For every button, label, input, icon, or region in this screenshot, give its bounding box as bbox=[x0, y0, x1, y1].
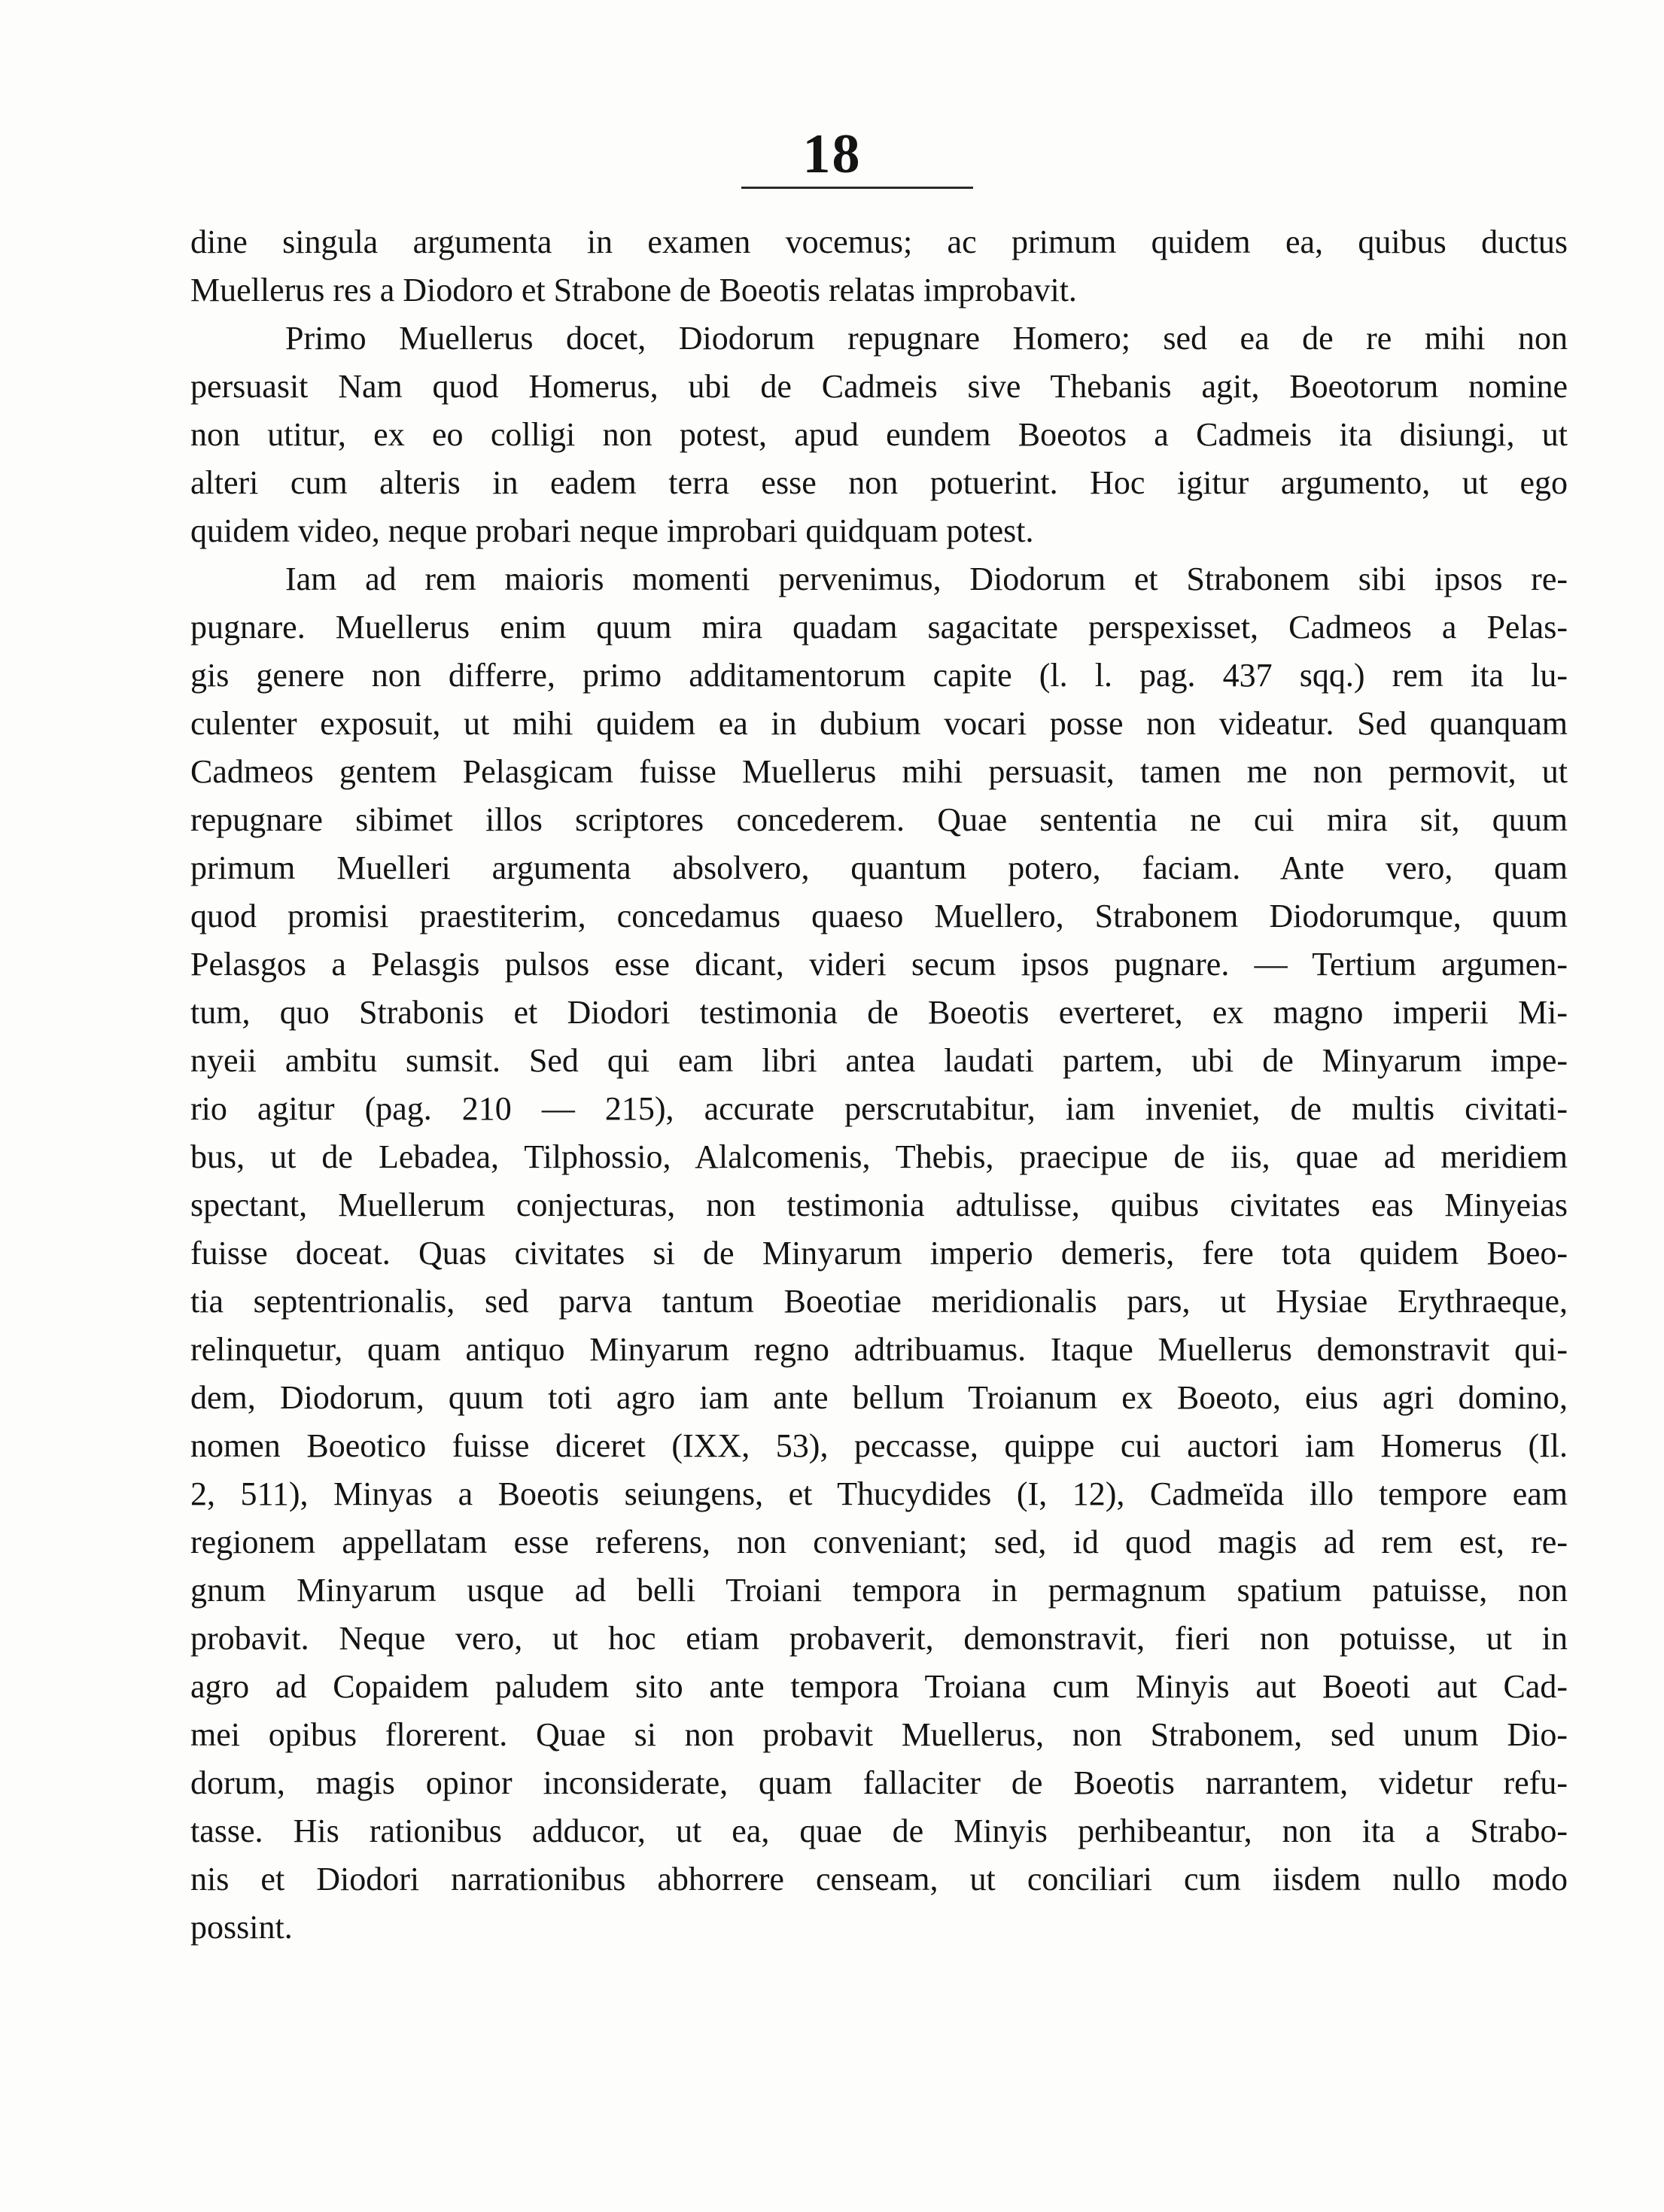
text-line: 2, 511), Minyas a Boeotis seiungens, et Thucydides (I, 12), Cadmeïda illo tempore eam bbox=[190, 1475, 1568, 1512]
text-line: possint. bbox=[190, 1909, 293, 1946]
text-line: repugnare sibimet illos scriptores concederem. Quae sententia ne cui mira sit, quum bbox=[190, 801, 1568, 838]
text-line: bus, ut de Lebadea, Tilphossio, Alalcomenis, Thebis, praecipue de iis, quae ad meridiem bbox=[190, 1138, 1568, 1175]
text-line: Pelasgos a Pelasgis pulsos esse dicant, videri secum ipsos pugnare. — Tertium argumen- bbox=[190, 946, 1568, 983]
text-line: gis genere non differre, primo additamentorum capite (l. l. pag. 437 sqq.) rem ita lu- bbox=[190, 657, 1568, 694]
text-line: regionem appellatam esse referens, non conveniant; sed, id quod magis ad rem est, re- bbox=[190, 1524, 1568, 1560]
text-line: alteri cum alteris in eadem terra esse non potuerint. Hoc igitur argumento, ut ego bbox=[190, 464, 1568, 501]
text-line: mei opibus florerent. Quae si non probavit Muellerus, non Strabonem, sed unum Dio- bbox=[190, 1716, 1568, 1753]
text-line: culenter exposuit, ut mihi quidem ea in dubium vocari posse non videatur. Sed quanquam bbox=[190, 705, 1568, 742]
text-line: tum, quo Strabonis et Diodori testimonia de Boeotis everteret, ex magno imperii Mi- bbox=[190, 994, 1568, 1031]
text-line: Primo Muellerus docet, Diodorum repugnare Homero; sed ea de re mihi non bbox=[285, 320, 1568, 357]
text-line: Cadmeos gentem Pelasgicam fuisse Muellerus mihi persuasit, tamen me non permovit, ut bbox=[190, 753, 1568, 790]
text-line: agro ad Copaidem paludem sito ante tempora Troiana cum Minyis aut Boeoti aut Cad- bbox=[190, 1668, 1568, 1705]
text-line: primum Muelleri argumenta absolvero, quantum potero, faciam. Ante vero, quam bbox=[190, 849, 1568, 886]
text-line: dorum, magis opinor inconsiderate, quam fallaciter de Boeotis narrantem, videtur refu- bbox=[190, 1764, 1568, 1801]
text-line: tia septentrionalis, sed parva tantum Boeotiae meridionalis pars, ut Hysiae Erythraeque, bbox=[190, 1283, 1568, 1320]
text-line: gnum Minyarum usque ad belli Troiani tempora in permagnum spatium patuisse, non bbox=[190, 1572, 1568, 1609]
body-text bbox=[190, 218, 1568, 1952]
text-line: dem, Diodorum, quum toti agro iam ante bellum Troianum ex Boeoto, eius agri domino, bbox=[190, 1379, 1568, 1416]
text-line: nomen Boeotico fuisse diceret (IXX, 53), peccasse, quippe cui auctori iam Homerus (Il. bbox=[190, 1427, 1568, 1464]
text-line: fuisse doceat. Quas civitates si de Minyarum imperio demeris, fere tota quidem Boeo- bbox=[190, 1235, 1568, 1272]
text-line: probavit. Neque vero, ut hoc etiam probaverit, demonstravit, fieri non potuisse, ut in bbox=[190, 1620, 1568, 1657]
text-line: dine singula argumenta in examen vocemus; ac primum quidem ea, quibus ductus bbox=[190, 223, 1568, 260]
header-rule bbox=[741, 187, 973, 189]
text-line: quod promisi praestiterim, concedamus quaeso Muellero, Strabonem Diodorumque, quum bbox=[190, 898, 1568, 934]
text-line: quidem video, neque probari neque improbari quidquam potest. bbox=[190, 512, 1034, 549]
text-line: tasse. His rationibus adducor, ut ea, quae de Minyis perhibeantur, non ita a Strabo- bbox=[190, 1812, 1568, 1849]
text-line: nis et Diodori narrationibus abhorrere censeam, ut conciliari cum iisdem nullo modo bbox=[190, 1861, 1568, 1898]
text-line: rio agitur (pag. 210 — 215), accurate perscrutabitur, iam inveniet, de multis civitati- bbox=[190, 1090, 1568, 1127]
text-line: Muellerus res a Diodoro et Strabone de Boeotis relatas improbavit. bbox=[190, 272, 1077, 308]
text-line: nyeii ambitu sumsit. Sed qui eam libri antea laudati partem, ubi de Minyarum impe- bbox=[190, 1042, 1568, 1079]
text-line: spectant, Muellerum conjecturas, non testimonia adtulisse, quibus civitates eas Minyeias bbox=[190, 1187, 1568, 1223]
text-line: persuasit Nam quod Homerus, ubi de Cadmeis sive Thebanis agit, Boeotorum nomine bbox=[190, 368, 1568, 405]
text-line: non utitur, ex eo colligi non potest, apud eundem Boeotos a Cadmeis ita disiungi, ut bbox=[190, 416, 1568, 453]
page-number: 18 bbox=[802, 123, 862, 185]
text-line: relinquetur, quam antiquo Minyarum regno adtribuamus. Itaque Muellerus demonstravit qui- bbox=[190, 1331, 1568, 1368]
text-line: Iam ad rem maioris momenti pervenimus, Diodorum et Strabonem sibi ipsos re- bbox=[285, 561, 1568, 597]
text-line: pugnare. Muellerus enim quum mira quadam sagacitate perspexisset, Cadmeos a Pelas- bbox=[190, 609, 1568, 646]
